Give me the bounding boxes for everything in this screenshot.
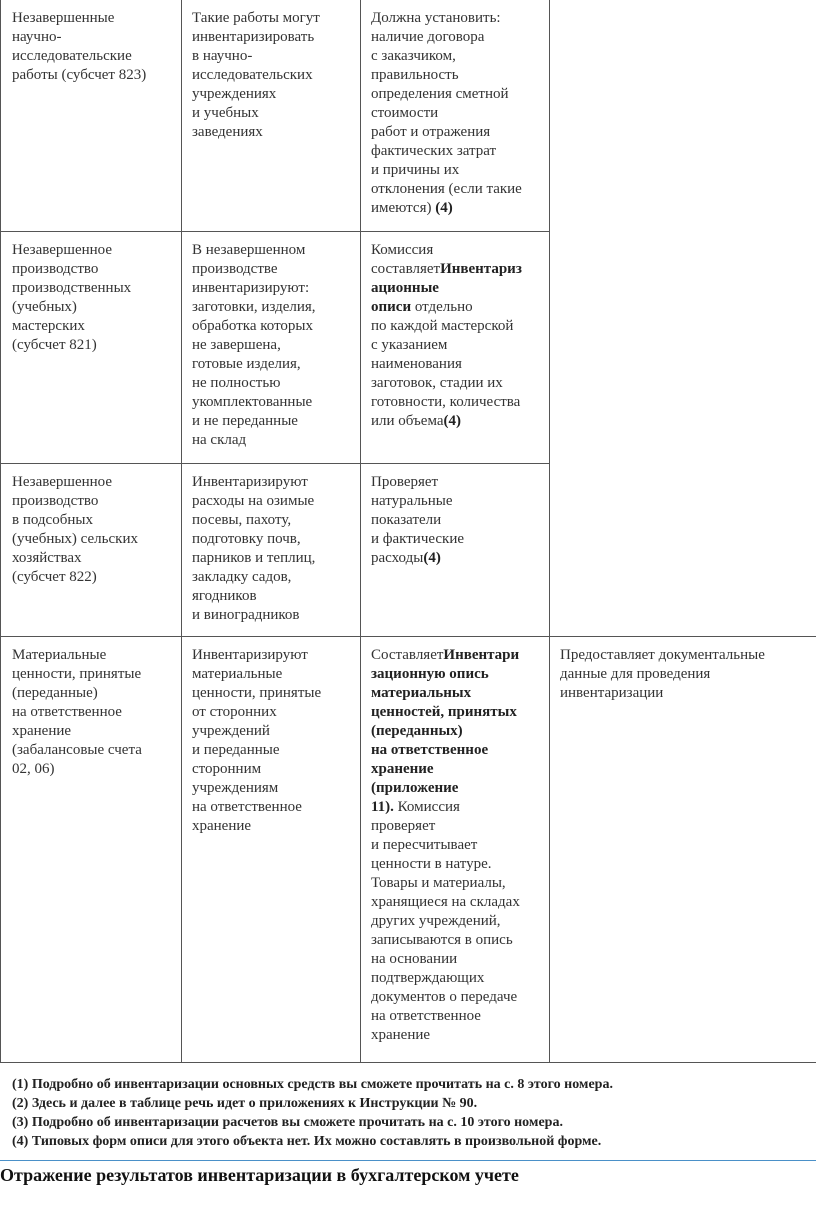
cell-line: [371, 530, 539, 549]
cell-line: производственных: [12, 279, 132, 296]
cell-line: 02, 06): [12, 760, 55, 777]
text-segment: определения сметной: [371, 86, 509, 102]
cell-line: [371, 874, 539, 893]
text-segment: составляет: [371, 260, 441, 277]
text-segment: записываются в опись: [371, 931, 513, 948]
bold-text: на ответственное: [371, 741, 489, 758]
cell-line: [371, 241, 539, 260]
cell-line: и не переданные: [192, 412, 298, 429]
commission-action-cell: [361, 0, 550, 231]
cell-line: [371, 123, 539, 142]
text-segment: наличие договора: [371, 29, 485, 45]
cell-line: Незавершенные: [12, 10, 115, 26]
text-segment: натуральные: [371, 492, 453, 509]
bold-text: 11).: [371, 798, 394, 815]
footnote-4: (4) Типовых форм описи для этого объекта нет. Их можно составлять в произвольной форме.: [12, 1134, 602, 1149]
cell-line: в подсобных: [12, 511, 93, 528]
cell-line: [371, 549, 539, 568]
text-segment: заготовок, стадии их: [371, 374, 503, 391]
cell-line: на ответственное: [192, 798, 302, 815]
text-segment: показатели: [371, 511, 442, 528]
cell-line: [371, 393, 539, 412]
cell-line: [371, 47, 539, 66]
cell-line: В незавершенном: [192, 241, 306, 258]
table-row: [1, 636, 816, 1062]
cell-line: [371, 473, 539, 492]
cell-line: [371, 412, 539, 431]
cell-line: Такие работы могут: [192, 10, 320, 26]
footnote-1: (1) Подробно об инвентаризации основных средств вы сможете прочитать на с. 8 этого номера.: [12, 1077, 613, 1092]
text-segment: ценности в натуре.: [371, 855, 492, 872]
bold-text: (переданных): [371, 722, 463, 739]
text-segment: документов о передаче: [371, 988, 518, 1005]
cell-line: [371, 855, 539, 874]
cell-line: [371, 492, 539, 511]
text-segment: на основании: [371, 950, 458, 967]
text-segment: и причины их: [371, 162, 460, 178]
cell-line: инвентаризируют:: [192, 279, 310, 296]
text-segment: других учреждений,: [371, 912, 501, 929]
cell-line: Незавершенное: [12, 241, 113, 258]
cell-line: [371, 142, 539, 161]
bold-text: ационные: [371, 279, 439, 296]
cell-line: сторонним: [192, 760, 262, 777]
cell-line: [371, 336, 539, 355]
cell-line: заготовки, изделия,: [192, 298, 316, 315]
cell-line: [371, 355, 539, 374]
cell-line: расходы на озимые: [192, 492, 315, 509]
description-cell: [182, 231, 361, 463]
cell-line: (учебных) сельских: [12, 530, 138, 547]
table-row: [1, 463, 816, 636]
text-segment: готовности, количества: [371, 393, 521, 410]
cell-line: на ответственное: [12, 703, 122, 720]
cell-line: от сторонних: [192, 703, 277, 720]
cell-line: материальные: [192, 665, 283, 682]
text-segment: правильность: [371, 67, 459, 83]
bold-text: (приложение: [371, 779, 459, 796]
bold-text: (4): [435, 200, 453, 216]
cell-line: [371, 85, 539, 104]
cell-line: [371, 741, 539, 760]
cell-line: хранение: [192, 817, 252, 834]
cell-line: обработка которых: [192, 317, 314, 334]
cell-line: [371, 298, 539, 317]
cell-line: [371, 317, 539, 336]
cell-line: [371, 893, 539, 912]
commission-action-cell: [361, 231, 550, 463]
cell-line: [371, 950, 539, 969]
cell-line: (субсчет 821): [12, 336, 97, 353]
cell-line: и учебных: [192, 105, 259, 121]
cell-line: хозяйствах: [12, 549, 82, 566]
text-segment: с указанием: [371, 336, 448, 353]
cell-line: и переданные: [192, 741, 280, 758]
cell-line: (учебных): [12, 298, 77, 315]
object-cell: [1, 0, 182, 231]
cell-line: научно-: [12, 29, 62, 45]
cell-line: [371, 511, 539, 530]
cell-line: (забалансовые счета: [12, 741, 142, 758]
cell-line: (субсчет 822): [12, 568, 97, 585]
cell-line: [371, 722, 539, 741]
text-segment: и пересчитывает: [371, 836, 478, 853]
cell-line: в научно-: [192, 48, 253, 64]
cell-line: мастерских: [12, 317, 85, 334]
commission-action-cell: [361, 636, 550, 1062]
text-segment: Должна установить:: [371, 10, 501, 26]
cell-line: учреждений: [192, 722, 270, 739]
cell-line: Инвентаризируют: [192, 473, 308, 490]
text-segment: хранящиеся на складах: [371, 893, 520, 910]
text-segment: имеются): [371, 200, 436, 216]
cell-line: не завершена,: [192, 336, 281, 353]
bold-text: ценностей, принятых: [371, 703, 517, 720]
bold-text: описи: [371, 298, 412, 315]
cell-line: [371, 779, 539, 798]
text-segment: Комиссия: [371, 241, 434, 258]
cell-line: парников и теплиц,: [192, 549, 316, 566]
text-segment: Составляет: [371, 646, 444, 663]
cell-line: производство: [12, 260, 99, 277]
text-segment: отдельно: [411, 298, 473, 315]
text-segment: с заказчиком,: [371, 48, 456, 64]
table-row: [1, 0, 816, 231]
responsible-person-cell: [550, 463, 816, 636]
cell-line: производстве: [192, 260, 278, 277]
text-segment: расходы: [371, 549, 424, 566]
cell-line: (переданные): [12, 684, 98, 701]
cell-line: [371, 931, 539, 950]
cell-line: исследовательские: [12, 48, 132, 64]
cell-line: [371, 988, 539, 1007]
responsible-person-cell: [550, 636, 816, 1062]
cell-line: готовые изделия,: [192, 355, 301, 372]
text-segment: работ и отражения: [371, 124, 491, 140]
cell-line: [371, 646, 539, 665]
cell-line: не полностью: [192, 374, 281, 391]
cell-line: укомплектованные: [192, 393, 313, 410]
cell-line: [371, 260, 539, 279]
object-cell: [1, 231, 182, 463]
footnote-3: (3) Подробно об инвентаризации расчетов вы сможете прочитать на с. 10 этого номера.: [12, 1115, 563, 1130]
cell-line: исследовательских: [192, 67, 313, 83]
text-segment: проверяет: [371, 817, 436, 834]
cell-line: подготовку почв,: [192, 530, 301, 547]
footnotes: [0, 1062, 816, 1161]
footnote-2: (2) Здесь и далее в таблице речь идет о приложениях к Инструкции № 90.: [12, 1096, 478, 1111]
cell-line: [371, 279, 539, 298]
cell-line: Предоставляет документальные: [560, 646, 765, 663]
cell-line: [371, 104, 539, 123]
cell-line: [371, 912, 539, 931]
cell-line: [371, 28, 539, 47]
cell-line: [371, 836, 539, 855]
section-heading: Отражение результатов инвентаризации в бухгалтерском учете: [0, 1165, 519, 1185]
cell-line: [371, 798, 539, 817]
cell-line: и виноградников: [192, 606, 300, 623]
text-segment: наименования: [371, 355, 462, 372]
cell-line: ценности, принятые: [192, 684, 322, 701]
text-segment: фактических затрат: [371, 143, 497, 159]
cell-line: [371, 817, 539, 836]
cell-line: хранение: [12, 722, 72, 739]
cell-line: инвентаризации: [560, 684, 664, 701]
text-segment: Комиссия: [393, 798, 460, 815]
cell-line: закладку садов,: [192, 568, 292, 585]
bold-text: хранение: [371, 760, 434, 777]
bold-text: (4): [443, 412, 462, 429]
cell-line: учреждениям: [192, 779, 279, 796]
cell-line: Инвентаризируют: [192, 646, 308, 663]
bold-text: Инвентари: [443, 646, 520, 663]
text-segment: отклонения (если такие: [371, 181, 522, 197]
cell-line: [371, 66, 539, 85]
cell-line: [371, 199, 539, 218]
cell-line: заведениях: [192, 124, 263, 140]
text-segment: Товары и материалы,: [371, 874, 506, 891]
bold-text: (4): [423, 549, 441, 566]
cell-line: Незавершенное: [12, 473, 113, 490]
object-cell: [1, 463, 182, 636]
text-segment: стоимости: [371, 105, 439, 121]
cell-line: производство: [12, 492, 99, 509]
text-segment: по каждой мастерской: [371, 317, 514, 334]
cell-line: [371, 374, 539, 393]
table-row: [1, 231, 816, 463]
cell-line: учреждениях: [192, 86, 277, 102]
responsible-person-cell: [550, 231, 816, 463]
description-cell: [182, 636, 361, 1062]
text-segment: на ответственное: [371, 1007, 481, 1024]
responsible-person-cell: [550, 0, 816, 231]
bold-text: материальных: [371, 684, 472, 701]
cell-line: ценности, принятые: [12, 665, 142, 682]
text-segment: Проверяет: [371, 473, 439, 490]
text-segment: подтверждающих: [371, 969, 485, 986]
text-segment: хранение: [371, 1026, 431, 1043]
cell-line: инвентаризировать: [192, 29, 315, 45]
text-segment: или объема: [371, 412, 444, 429]
bold-text: Инвентариз: [440, 260, 522, 277]
bold-text: зационную опись: [371, 665, 489, 682]
cell-line: посевы, пахоту,: [192, 511, 292, 528]
object-cell: [1, 636, 182, 1062]
cell-line: [371, 760, 539, 779]
commission-action-cell: [361, 463, 550, 636]
cell-line: ягодников: [192, 587, 257, 604]
cell-line: данные для проведения: [560, 665, 711, 682]
cell-line: Материальные: [12, 646, 107, 663]
cell-line: [371, 1007, 539, 1026]
cell-line: работы (субсчет 823): [12, 67, 147, 83]
description-cell: [182, 463, 361, 636]
cell-line: [371, 1026, 539, 1045]
cell-line: [371, 161, 539, 180]
cell-line: [371, 969, 539, 988]
cell-line: [371, 684, 539, 703]
cell-line: [371, 665, 539, 684]
description-cell: [182, 0, 361, 231]
cell-line: [371, 703, 539, 722]
text-segment: и фактические: [371, 530, 465, 547]
cell-line: на склад: [192, 431, 247, 448]
cell-line: [371, 9, 539, 28]
cell-line: [371, 180, 539, 199]
